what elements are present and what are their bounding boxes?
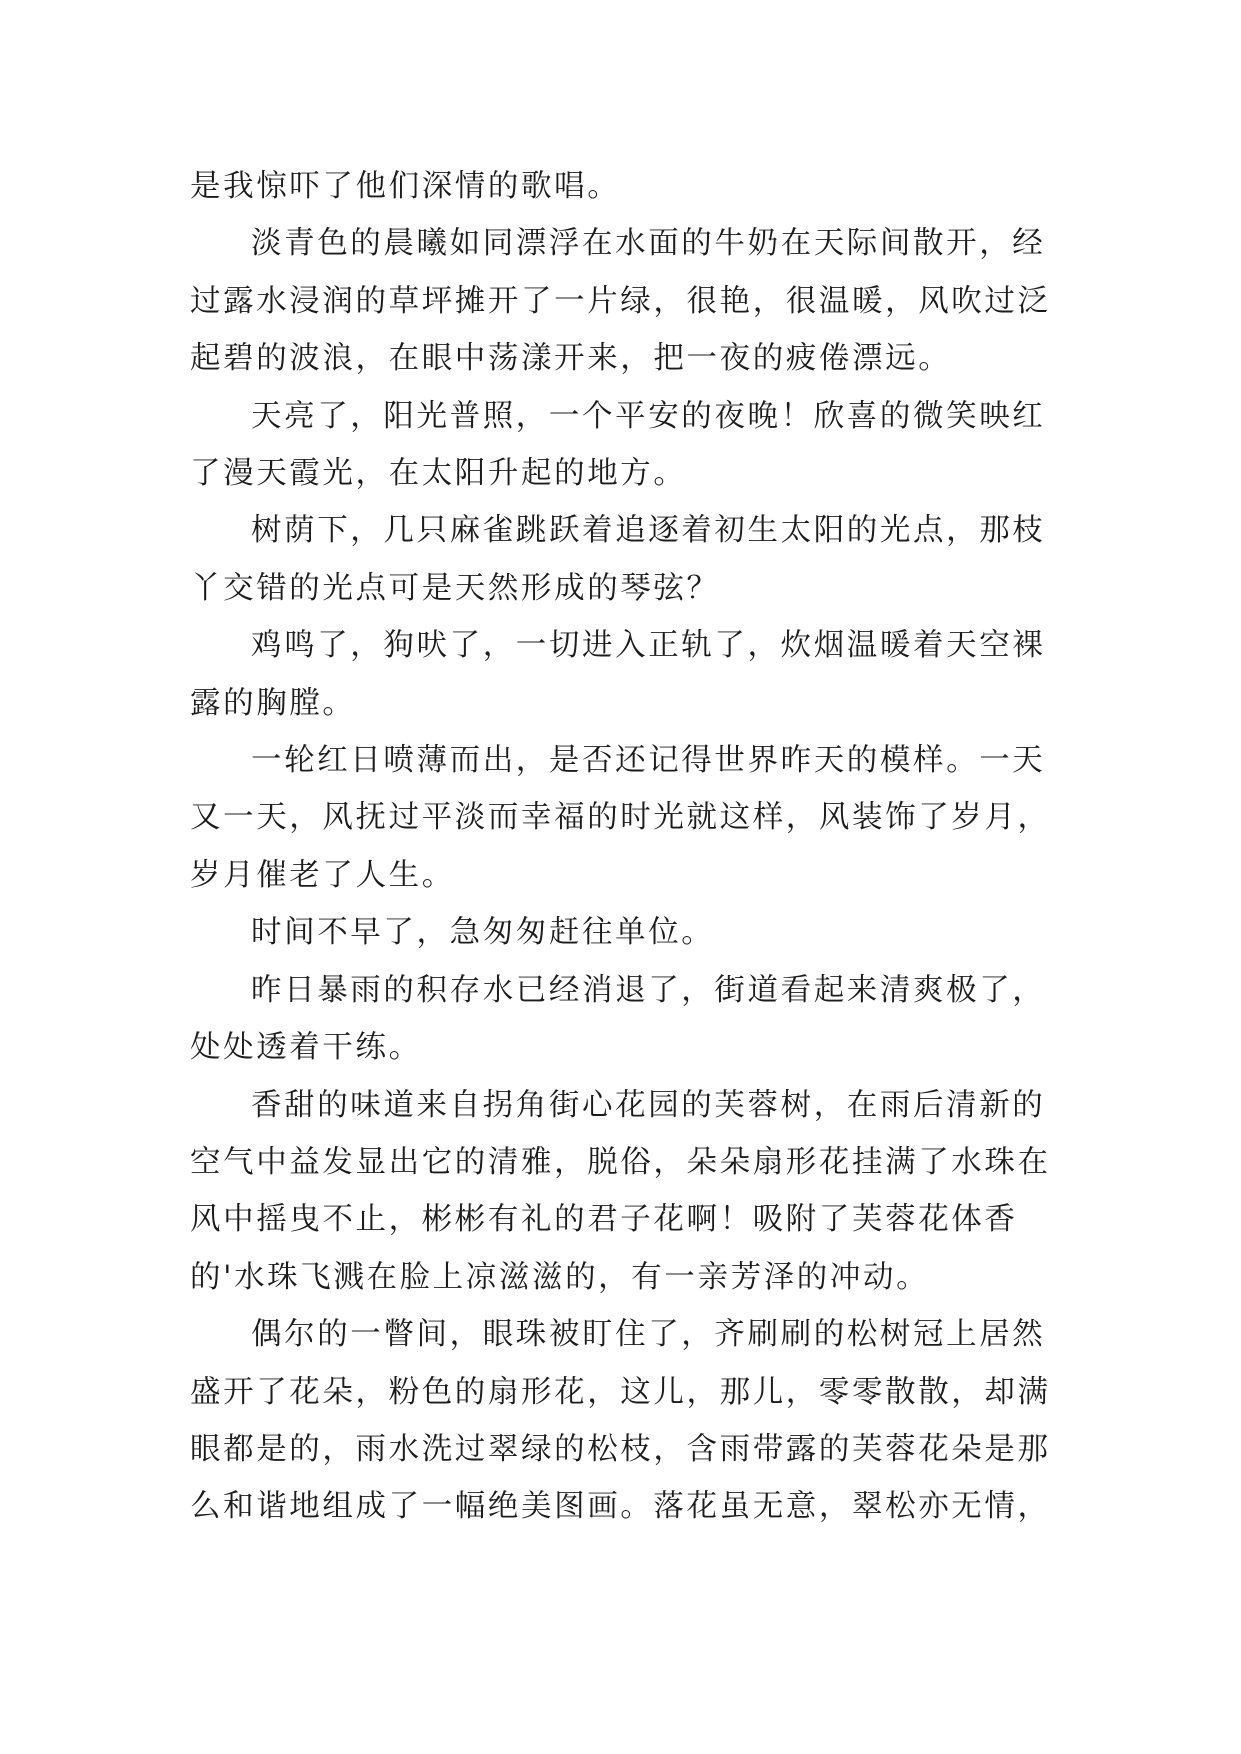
paragraph: 香甜的味道来自拐角街心花园的芙蓉树，在雨后清新的空气中益发显出它的清雅，脱俗，朵朵扇形花挂满了水珠在风中摇曳不止，彬彬有礼的君子花啊！吸附了芙蓉花体香的'水珠飞溅在脸上凉滋滋的，有一亲芳泽的冲动。 (190, 1087, 1051, 1295)
paragraph: 淡青色的晨曦如同漂浮在水面的牛奶在天际间散开，经过露水浸润的草坪摊开了一片绿，很艳，很温暖，风吹过泛起碧的波浪，在眼中荡漾开来，把一夜的疲倦漂远。 (190, 226, 1051, 377)
paragraph: 偶尔的一瞥间，眼珠被盯住了，齐刷刷的松树冠上居然盛开了花朵，粉色的扇形花，这儿，那儿，零零散散，却满眼都是的，雨水洗过翠绿的松枝，含雨带露的芙蓉花朵是那么和谐地组成了一幅绝美图画。落花虽无意，翠松亦无情， (190, 1317, 1051, 1525)
paragraph: 昨日暴雨的积存水已经消退了，街道看起来清爽极了，处处透着干练。 (190, 972, 1046, 1066)
paragraph: 时间不早了，急匆匆赶往单位。 (251, 915, 715, 951)
body-text (190, 158, 1070, 1536)
paragraph: 天亮了，阳光普照，一个平安的夜晚！欣喜的微笑映红了漫天霞光，在太阳升起的地方。 (190, 398, 1046, 492)
paragraph: 树荫下，几只麻雀跳跃着追逐着初生太阳的光点，那枝丫交错的光点可是天然形成的琴弦？ (190, 513, 1046, 606)
paragraph: 是我惊吓了他们深情的歌唱。 (190, 169, 621, 204)
paragraph: 一轮红日喷薄而出，是否还记得世界昨天的模样。一天又一天，风抚过平淡而幸福的时光就这样，风装饰了岁月，岁月催老了人生。 (190, 743, 1051, 893)
paragraph: 鸡鸣了，狗吠了，一切进入正轨了，炊烟温暖着天空裸露的胸膛。 (190, 628, 1046, 721)
